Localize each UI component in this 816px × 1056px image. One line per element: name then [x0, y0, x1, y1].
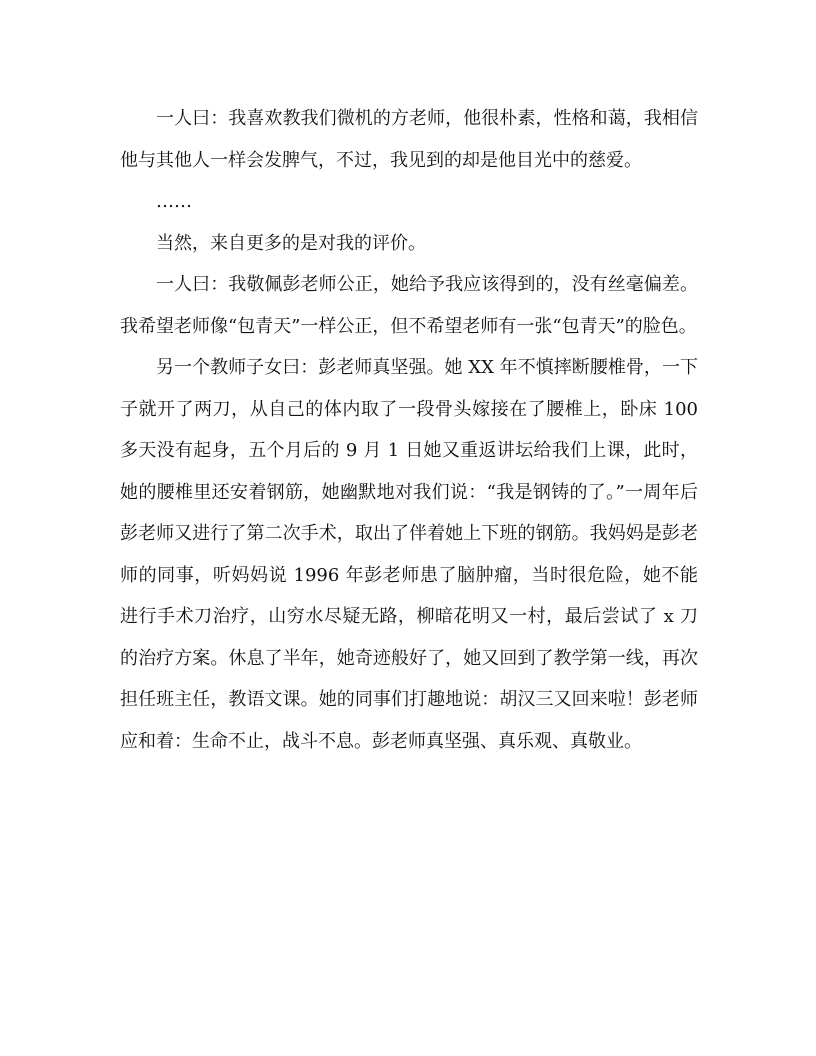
- paragraph-evaluation-intro: 当然，来自更多的是对我的评价。: [156, 232, 426, 254]
- paragraph-teacher-fang: 一人曰：我喜欢教我们微机的方老师，他很朴素，性格和蔼，我相信他与其他人一样会发脾气，不过，我见到的却是他目光中的慈爱。: [120, 108, 698, 171]
- document-body: [120, 98, 698, 762]
- paragraph-teacher-peng-fair: 一人曰：我敬佩彭老师公正，她给予我应该得到的，没有丝毫偏差。我希望老师像“包青天”一样公正，但不希望老师有一张“包青天”的脸色。: [120, 274, 698, 337]
- paragraph-ellipsis: ……: [156, 191, 192, 212]
- paragraph-teacher-peng-strong: 另一个教师子女曰：彭老师真坚强。她 XX 年不慎摔断腰椎骨，一下子就开了两刀，从自己的体内取了一段骨头嫁接在了腰椎上，卧床 100 多天没有起身，五个月后的 9 月 1 日她又重返讲坛给我们上课，此时，她的腰椎里还安着钢筋，她幽默地对我们说：“我是钢铸的了。”一周年后彭老师又进行了第二次手术，取出了伴着她上下班的钢筋。我妈妈是彭老师的同事，听妈妈说 1996 年彭老师患了脑肿瘤，当时很危险，她不能进行手术刀治疗，山穷水尽疑无路，柳暗花明又一村，最后尝试了 x 刀的治疗方案。休息了半年，她奇迹般好了，她又回到了教学第一线，再次担任班主任，教语文课。她的同事们打趣地说：胡汉三又回来啦！彭老师应和着：生命不止，战斗不息。彭老师真坚强、真乐观、真敬业。: [120, 357, 698, 752]
